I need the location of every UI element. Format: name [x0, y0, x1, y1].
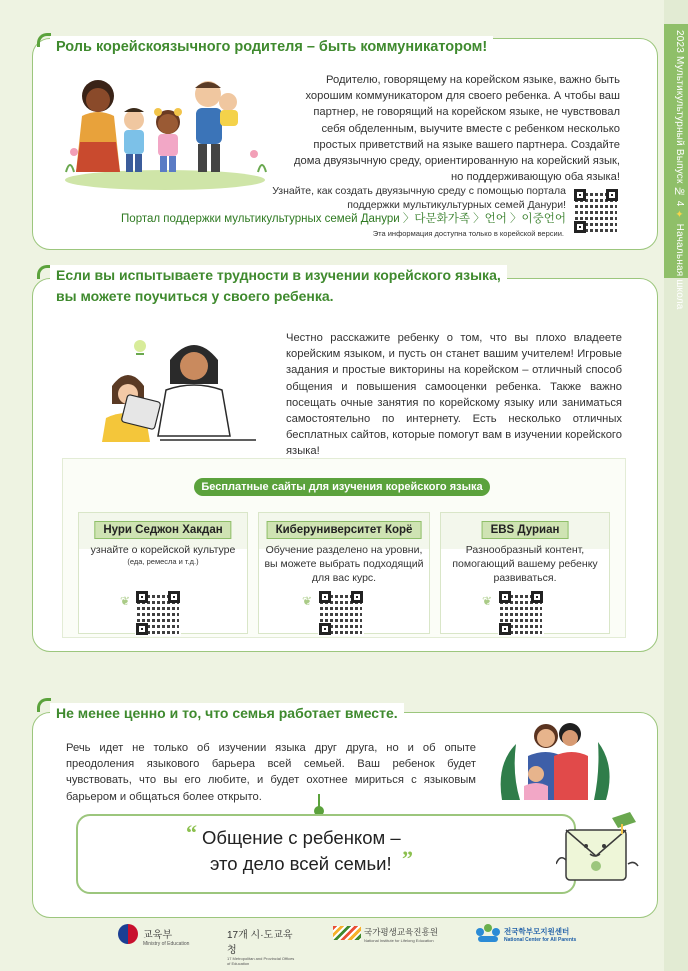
ribbon-series: Мультикультурный Выпуск № 4	[674, 56, 685, 207]
nile-logo-icon	[333, 926, 361, 940]
leaf-icon: ❦	[482, 594, 493, 608]
leaf-icon: ❦	[302, 594, 313, 608]
family-illustration	[58, 72, 272, 190]
site-desc-note: (еда, ремесла и т.д.)	[127, 557, 199, 566]
footer-logo-name: 전국학부모지원센터	[504, 927, 570, 936]
footer-logo-sub: National Center for All Parents	[504, 937, 577, 943]
quote-close-mark: ”	[402, 846, 413, 871]
footer-logo-offices	[227, 926, 297, 966]
footer-logo-sub: National Institute for Lifelong Education	[364, 938, 434, 943]
danuri-qr-code[interactable]	[573, 188, 619, 234]
section-1-link-intro: Узнайте, как создать двуязычную среду с помощью портала поддержки мультикультурных семей Данури!	[272, 185, 566, 211]
footer-logo-sub: 17 Metropolitan and Provincial Offices of Education	[227, 956, 295, 966]
family-hug-illustration	[488, 716, 622, 808]
ribbon-level: Начальная школа	[674, 223, 685, 310]
cyber-korea-qr-code[interactable]	[318, 590, 364, 636]
section-title-mark	[37, 698, 51, 712]
footer-logo-sub: Ministry of Education	[143, 941, 190, 947]
quote-line-2: это дело всей семьи!	[210, 853, 392, 874]
leaf-icon: ❦	[120, 594, 131, 608]
moe-logo-icon	[118, 924, 138, 944]
quote-line-1: Общение с ребенком –	[202, 827, 401, 848]
footer-logo-parents-center	[504, 926, 576, 943]
section-2-paragraph: Честно расскажите ребенку о том, что вы плохо владеете корейским языком, и пусть он станет вашим учителем! Игровые задания и простые викторины на корейском – отличный способ общения и повышения самооценки ребенка. Также важно посещать очные занятия по корейскому языку или заниматься самостоятельно по интернету. Есть несколько отличных бесплатных сайтов, которые помогут вам в изучении корейского языка!	[286, 332, 622, 458]
star-icon: ✦	[674, 209, 685, 221]
ebs-durian-qr-code[interactable]	[498, 590, 544, 636]
parents-center-logo-icon	[476, 924, 500, 942]
envelope-mascot-illustration	[556, 808, 642, 896]
footer-logo-moe	[143, 926, 189, 947]
sites-banner: Бесплатные сайты для изучения корейского языка	[194, 478, 490, 496]
ribbon-year: 2023	[674, 30, 685, 54]
section-1-link-path[interactable]: Портал поддержки мультикультурных семей Данури 〉다문화가족 〉언어 〉이중언어	[121, 213, 566, 225]
parent-child-illustration	[100, 322, 260, 448]
section-1-paragraph: Родителю, говорящему на корейском языке, важно быть хорошим коммуникатором для своего ребенка. А чтобы ваш партнер, не говорящий на корейском языке, не чувствовал себя обделенным, выучите вместе с ребенком несколько простых приветствий на языке вашего партнера. Создайте дома двуязычную среду, ориентированную на корейский язык, но поддерживающую оба языка!	[294, 74, 620, 184]
footer-logo-nile	[364, 926, 438, 943]
site-name: EBS Дуриан	[482, 521, 569, 539]
site-name: Киберуниверситет Корё	[267, 521, 422, 539]
side-ribbon-text	[667, 30, 685, 310]
section-2-title	[50, 265, 507, 307]
section-title-mark	[37, 33, 51, 47]
section-1-title: Роль корейскоязычного родителя – быть коммуникатором!	[50, 36, 493, 58]
section-3-paragraph: Речь идет не только об изучении языка друг друга, но и об опыте преодоления языкового барьера всей семьей. Ваш ребенок будет чувствовать, что вы его любите, и будет охотнее мириться с языковым барьером и общаться более открыто.	[66, 742, 476, 803]
section-1-note: Эта информация доступна только в корейской версии.	[372, 229, 564, 238]
quote-open-mark: “	[186, 820, 197, 845]
site-desc: Обучение разделено на уровни, вы можете выбрать подходящий для вас курс.	[264, 544, 424, 584]
site-desc: Разнообразный контент, помогающий вашему ребенку развиваться.	[452, 544, 598, 584]
section-2-title-line1: Если вы испытываете трудности в изучении корейского языка,	[56, 267, 501, 283]
site-name: Нури Седжон Хакдан	[94, 521, 231, 539]
footer-logo-name: 17개 시·도교육청	[227, 930, 293, 956]
section-title-mark	[37, 265, 51, 279]
footer-logo-name: 국가평생교육진흥원	[364, 927, 438, 937]
site-desc: узнайте о корейской культуре	[90, 544, 236, 556]
nuri-qr-code[interactable]	[135, 590, 181, 636]
section-2-title-line2: вы можете поучиться у своего ребенка.	[56, 288, 334, 304]
section-3-title: Не менее ценно и то, что семья работает вместе.	[50, 703, 404, 724]
footer-logo-name: 교육부	[143, 930, 172, 941]
